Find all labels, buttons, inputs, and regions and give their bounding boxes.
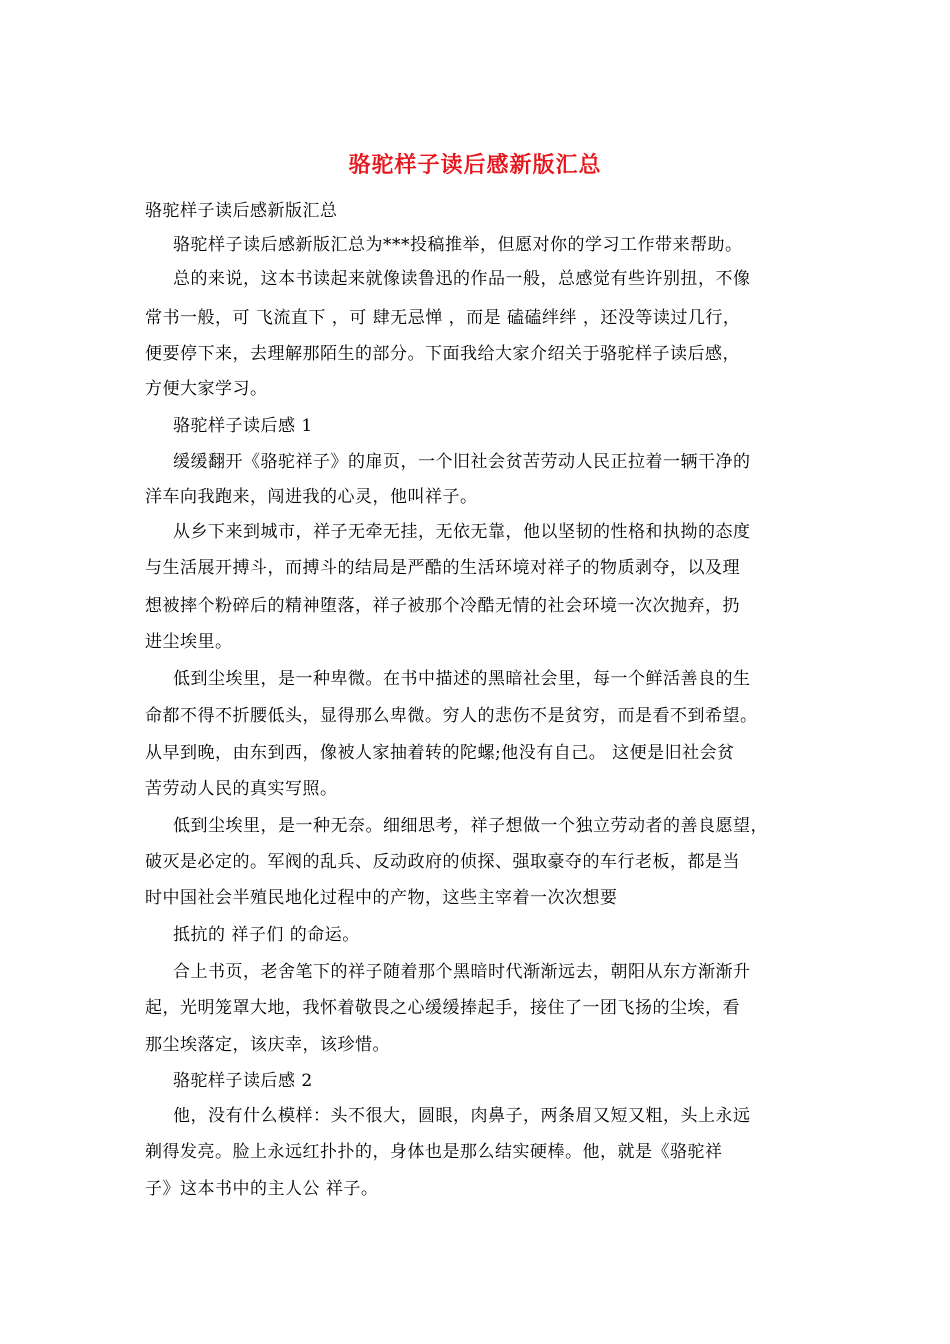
paragraph-line: 总的来说，这本书读起来就像读鲁迅的作品一般，总感觉有些许别扭，不像 (173, 269, 751, 289)
paragraph-line: 时中国社会半殖民地化过程中的产物，这些主宰着一次次想要 (145, 888, 618, 908)
paragraph-line: 常书一般，可 飞流直下 ，可 肆无忌惮 ，而是 磕磕绊绊 ，还没等读过几行， (145, 308, 741, 328)
paragraph-line: 合上书页，老舍笔下的祥子随着那个黑暗时代渐渐远去，朝阳从东方渐渐升 (173, 962, 751, 982)
paragraph-line: 方便大家学习。 (145, 379, 268, 399)
paragraph-line: 低到尘埃里，是一种无奈。细细思考，祥子想做一个独立劳动者的善良愿望， (173, 816, 768, 836)
paragraph-line: 与生活展开搏斗，而搏斗的结局是严酷的生活环境对祥子的物质剥夺，以及理 (145, 558, 740, 578)
paragraph-line: 起，光明笼罩大地，我怀着敬畏之心缓缓捧起手，接住了一团飞扬的尘埃，看 (145, 998, 740, 1018)
paragraph-line: 从乡下来到城市，祥子无牵无挂，无依无靠，他以坚韧的性格和执拗的态度 (173, 522, 751, 542)
paragraph-line: 从早到晚，由东到西，像被人家抽着转的陀螺;他没有自己。 这便是旧社会贫 (145, 743, 735, 763)
paragraph-line: 他，没有什么模样：头不很大，圆眼，肉鼻子，两条眉又短又粗，头上永远 (173, 1106, 751, 1126)
paragraph-line: 便要停下来，去理解那陌生的部分。下面我给大家介绍关于骆驼样子读后感， (145, 344, 740, 364)
paragraph-line: 子》这本书中的主人公 祥子。 (145, 1179, 379, 1199)
paragraph-line: 抵抗的 祥子们 的命运。 (173, 925, 360, 945)
subtitle-line: 骆驼样子读后感新版汇总 (145, 201, 338, 221)
section-heading-2: 骆驼样子读后感 2 (173, 1071, 313, 1091)
paragraph-line: 苦劳动人民的真实写照。 (145, 779, 338, 799)
paragraph-line: 低到尘埃里，是一种卑微。在书中描述的黑暗社会里，每一个鲜活善良的生 (173, 669, 751, 689)
paragraph-line: 想被摔个粉碎后的精神堕落，祥子被那个冷酷无情的社会环境一次次抛弃，扔 (145, 596, 740, 616)
document-title: 骆驼样子读后感新版汇总 (348, 152, 602, 178)
paragraph-line: 洋车向我跑来，闯进我的心灵，他叫祥子。 (145, 487, 478, 507)
intro-line: 骆驼样子读后感新版汇总为***投稿推举，但愿对你的学习工作带来帮助。 (173, 235, 743, 255)
paragraph-line: 缓缓翻开《骆驼祥子》的扉页，一个旧社会贫苦劳动人民正拉着一辆干净的 (173, 452, 751, 472)
paragraph-line: 破灭是必定的。军阀的乱兵、反动政府的侦探、强取豪夺的车行老板，都是当 (145, 852, 740, 872)
paragraph-line: 进尘埃里。 (145, 632, 233, 652)
section-heading-1: 骆驼样子读后感 1 (173, 416, 313, 436)
paragraph-line: 命都不得不折腰低头，显得那么卑微。穷人的悲伤不是贫穷，而是看不到希望。 (145, 706, 758, 726)
paragraph-line: 那尘埃落定，该庆幸，该珍惜。 (145, 1035, 390, 1055)
paragraph-line: 剃得发亮。脸上永远红扑扑的，身体也是那么结实硬棒。他，就是《骆驼祥 (145, 1142, 723, 1162)
